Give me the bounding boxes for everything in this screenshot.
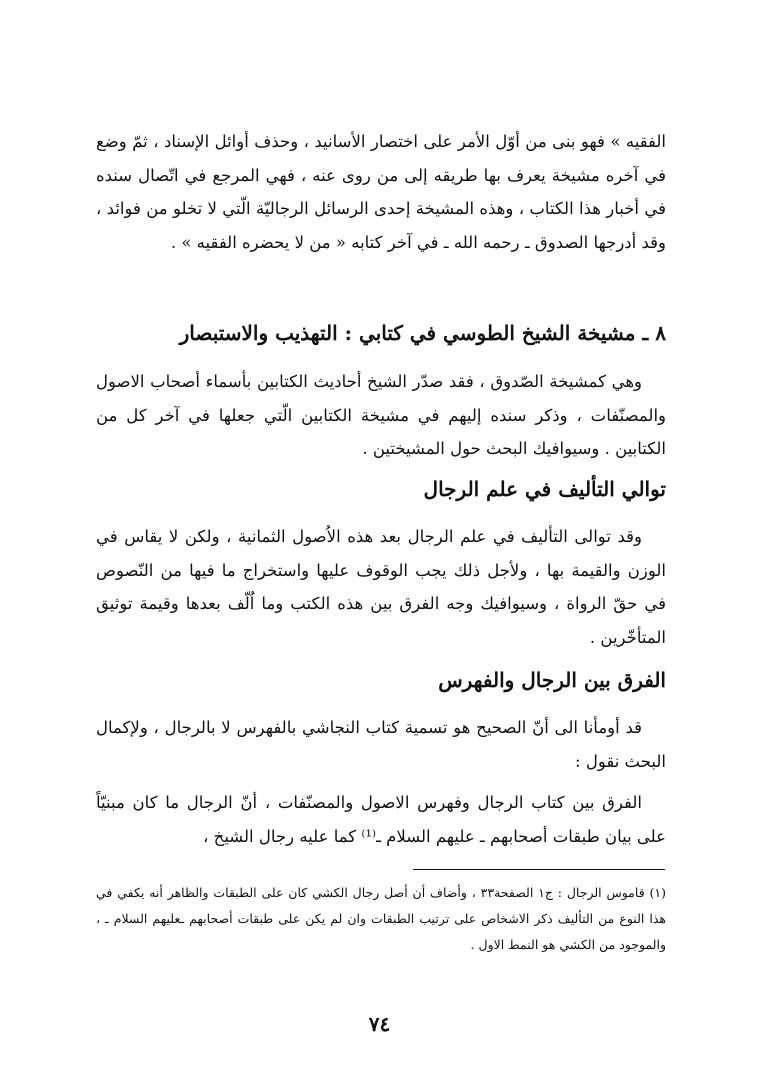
footnote-divider bbox=[413, 869, 665, 870]
paragraph-faqih-mashyakha: الفقيه » فهو بنى من أوّل الأمر على اختصار الأسانيد ، وحذف أوائل الإسناد ، ثمّ وضع في آخره مشيخة يعرف بها طريقه إلى من روى عنه ، فهي المرجع في اتّصال سنده في أخبار هذا الكتاب ، وهذه المشيخة إحدى الرسائل الرجاليّة الّتي لا تخلو من فوائد ، وقد أدرجها الصدوق ـ رحمه الله ـ في آخر كتابه « من لا يحضره الفقيه » . bbox=[96, 132, 666, 252]
footnote: (١) قاموس الرجال : ج١ الصفحة٣٣ ، وأضاف أن أصل رجال الكشي كان على الطبقات والظاهر أنه يكفي في هذا النوع من التأليف ذكر الاشخاص على ترتيب الطبقات وان لم يكن على طبقات أصحابهم ـعليهم السلام ـ ، والموجود من الكشي هو النمط الاول . bbox=[96, 885, 666, 952]
heading-rijal-authorship: توالي التأليف في علم الرجال bbox=[423, 477, 666, 501]
paragraph-rijal-definition: الفرق بين كتاب الرجال وفهرس الاصول والمصنّفات ، أنّ الرجال ما كان مبنيّاً على بيان طبقات أصحابهم ـ عليهم السلام ـ⁽¹⁾ كما عليه رجال الشيخ ، bbox=[96, 793, 666, 846]
paragraph-tusi-mashyakha: وهي كمشيخة الصّدوق ، فقد صدّر الشيخ أحاديث الكتابين بأسماء أصحاب الاصول والمصنّفات ، وذكر سنده إليهم في مشيخة الكتابين الّتي جعلها في آخر كل من الكتابين . وسيوافيك البحث حول المشيختين . bbox=[96, 372, 666, 458]
page-number: ٧٤ bbox=[368, 1012, 391, 1036]
heading-rijal-vs-fihris: الفرق بين الرجال والفهرس bbox=[438, 668, 666, 692]
paragraph-rijal-authorship: وقد توالى التأليف في علم الرجال بعد هذه الاُصول الثمانية ، ولكن لا يقاس في الوزن والقيمة بها ، ولأجل ذلك يجب الوقوف عليها واستخراج ما فيها من النّصوص في حقّ الرواة ، وسيوافيك وجه الفرق بين هذه الكتب وما اُلّف بعدها وقيمة توثيق المتأخّرين . bbox=[96, 527, 666, 647]
paragraph-najashi-fihris: قد أومأنا الى أنّ الصحيح هو تسمية كتاب النجاشي بالفهرس لا بالرجال ، ولإكمال البحث نقول : bbox=[96, 718, 666, 771]
heading-tusi-mashyakha: ٨ ـ مشيخة الشيخ الطوسي في كتابي : التهذيب والاستبصار bbox=[179, 321, 666, 345]
